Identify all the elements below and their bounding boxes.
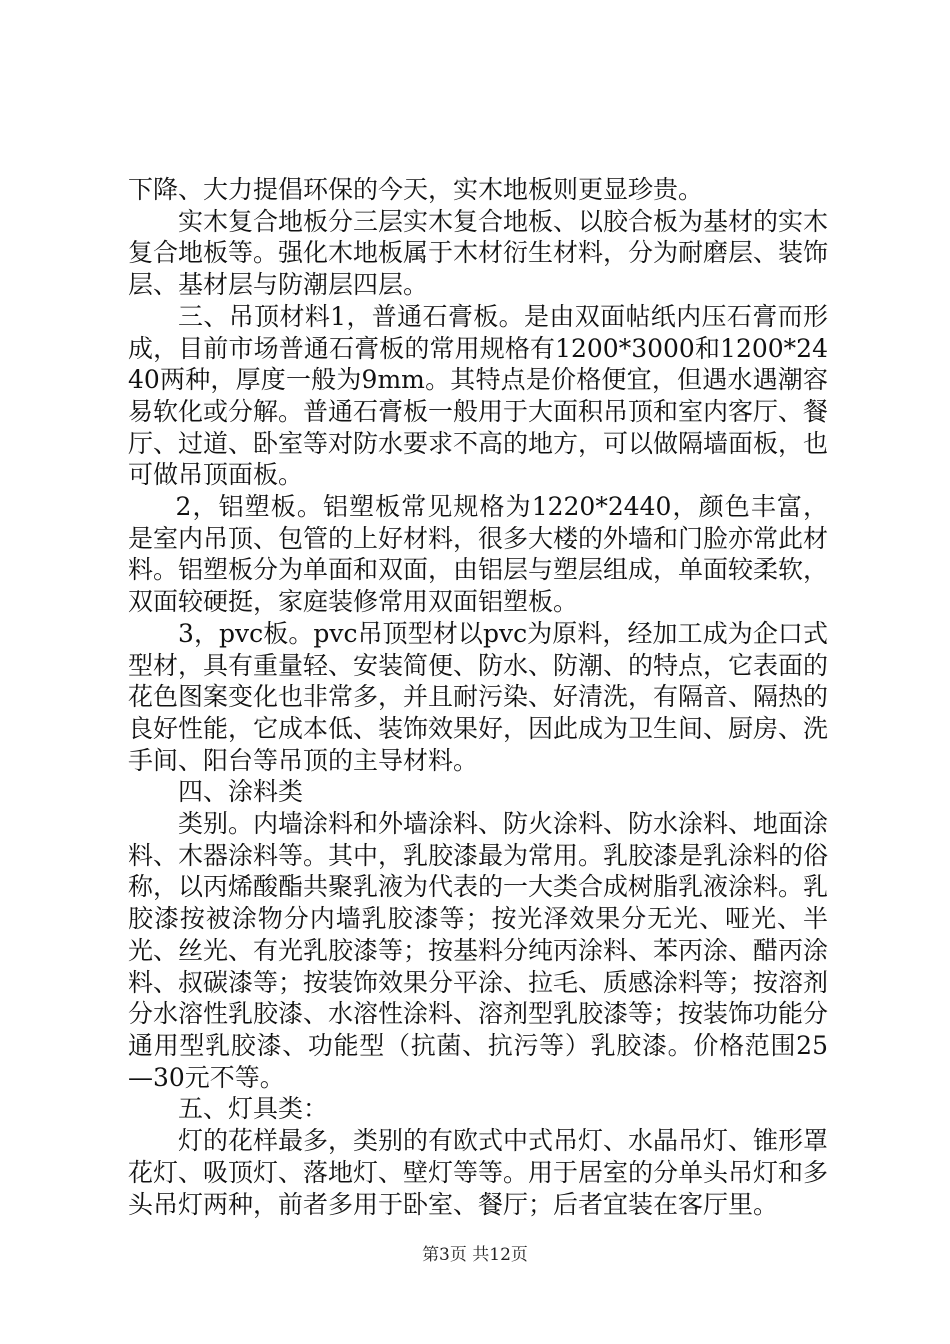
paragraph-ceiling-gypsum: 三、吊顶材料1，普通石膏板。是由双面帖纸内压石膏而形成，目前市场普通石膏板的常用规格有1200*3000和1200*2440两种，厚度一般为9mm。其特点是价格便宜，但遇水遇潮容易软化或分解。普通石膏板一般用于大面积吊顶和室内客厅、餐厅、过道、卧室等对防水要求不高的地方，可以做隔墙面板，也可做吊顶面板。: [128, 301, 829, 490]
section-heading-lamps: 五、灯具类：: [178, 1094, 329, 1124]
paragraph-aluminum-plastic: 2，铝塑板。铝塑板常见规格为1220*2440，颜色丰富，是室内吊顶、包管的上好材料，很多大楼的外墙和门脸亦常此材料。铝塑板分为单面和双面，由铝层与塑层组成，单面较柔软，双面较硬挺，家庭装修常用双面铝塑板。: [128, 492, 829, 617]
section-heading-coatings: 四、涂料类: [178, 777, 304, 807]
paragraph-coatings: 类别。内墙涂料和外墙涂料、防火涂料、防水涂料、地面涂料、木器涂料等。其中，乳胶漆最为常用。乳胶漆是乳涂料的俗称，以丙烯酸酯共聚乳液为代表的一大类合成树脂乳液涂料。乳胶漆按被涂物分内墙乳胶漆等；按光泽效果分无光、哑光、半光、丝光、有光乳胶漆等；按基料分纯丙涂料、苯丙涂、醋丙涂料、叔碳漆等；按装饰效果分平涂、拉毛、质感涂料等；按溶剂分水溶性乳胶漆、水溶性涂料、溶剂型乳胶漆等；按装饰功能分通用型乳胶漆、功能型（抗菌、抗污等）乳胶漆。价格范围25—30元不等。: [128, 809, 829, 1092]
paragraph-wood-flooring: 实木复合地板分三层实木复合地板、以胶合板为基材的实木复合地板等。强化木地板属于木材衍生材料，分为耐磨层、装饰层、基材层与防潮层四层。: [128, 206, 829, 300]
paragraph-pvc: 3，pvc板。pvc吊顶型材以pvc为原料，经加工成为企口式型材，具有重量轻、安装简便、防水、防潮、的特点，它表面的花色图案变化也非常多，并且耐污染、好清洗，有隔音、隔热的良好性能，它成本低、装饰效果好，因此成为卫生间、厨房、洗手间、阳台等吊顶的主导材料。: [128, 618, 829, 775]
document-body: [128, 174, 828, 1220]
paragraph-continuation: 下降、大力提倡环保的今天，实木地板则更显珍贵。: [128, 175, 704, 204]
paragraph-lamps: 灯的花样最多，类别的有欧式中式吊灯、水晶吊灯、锥形罩花灯、吸顶灯、落地灯、壁灯等等。用于居室的分单头吊灯和多头吊灯两种，前者多用于卧室、餐厅；后者宜装在客厅里。: [128, 1126, 829, 1219]
page-number-footer: 第3页 共12页: [422, 1245, 528, 1265]
